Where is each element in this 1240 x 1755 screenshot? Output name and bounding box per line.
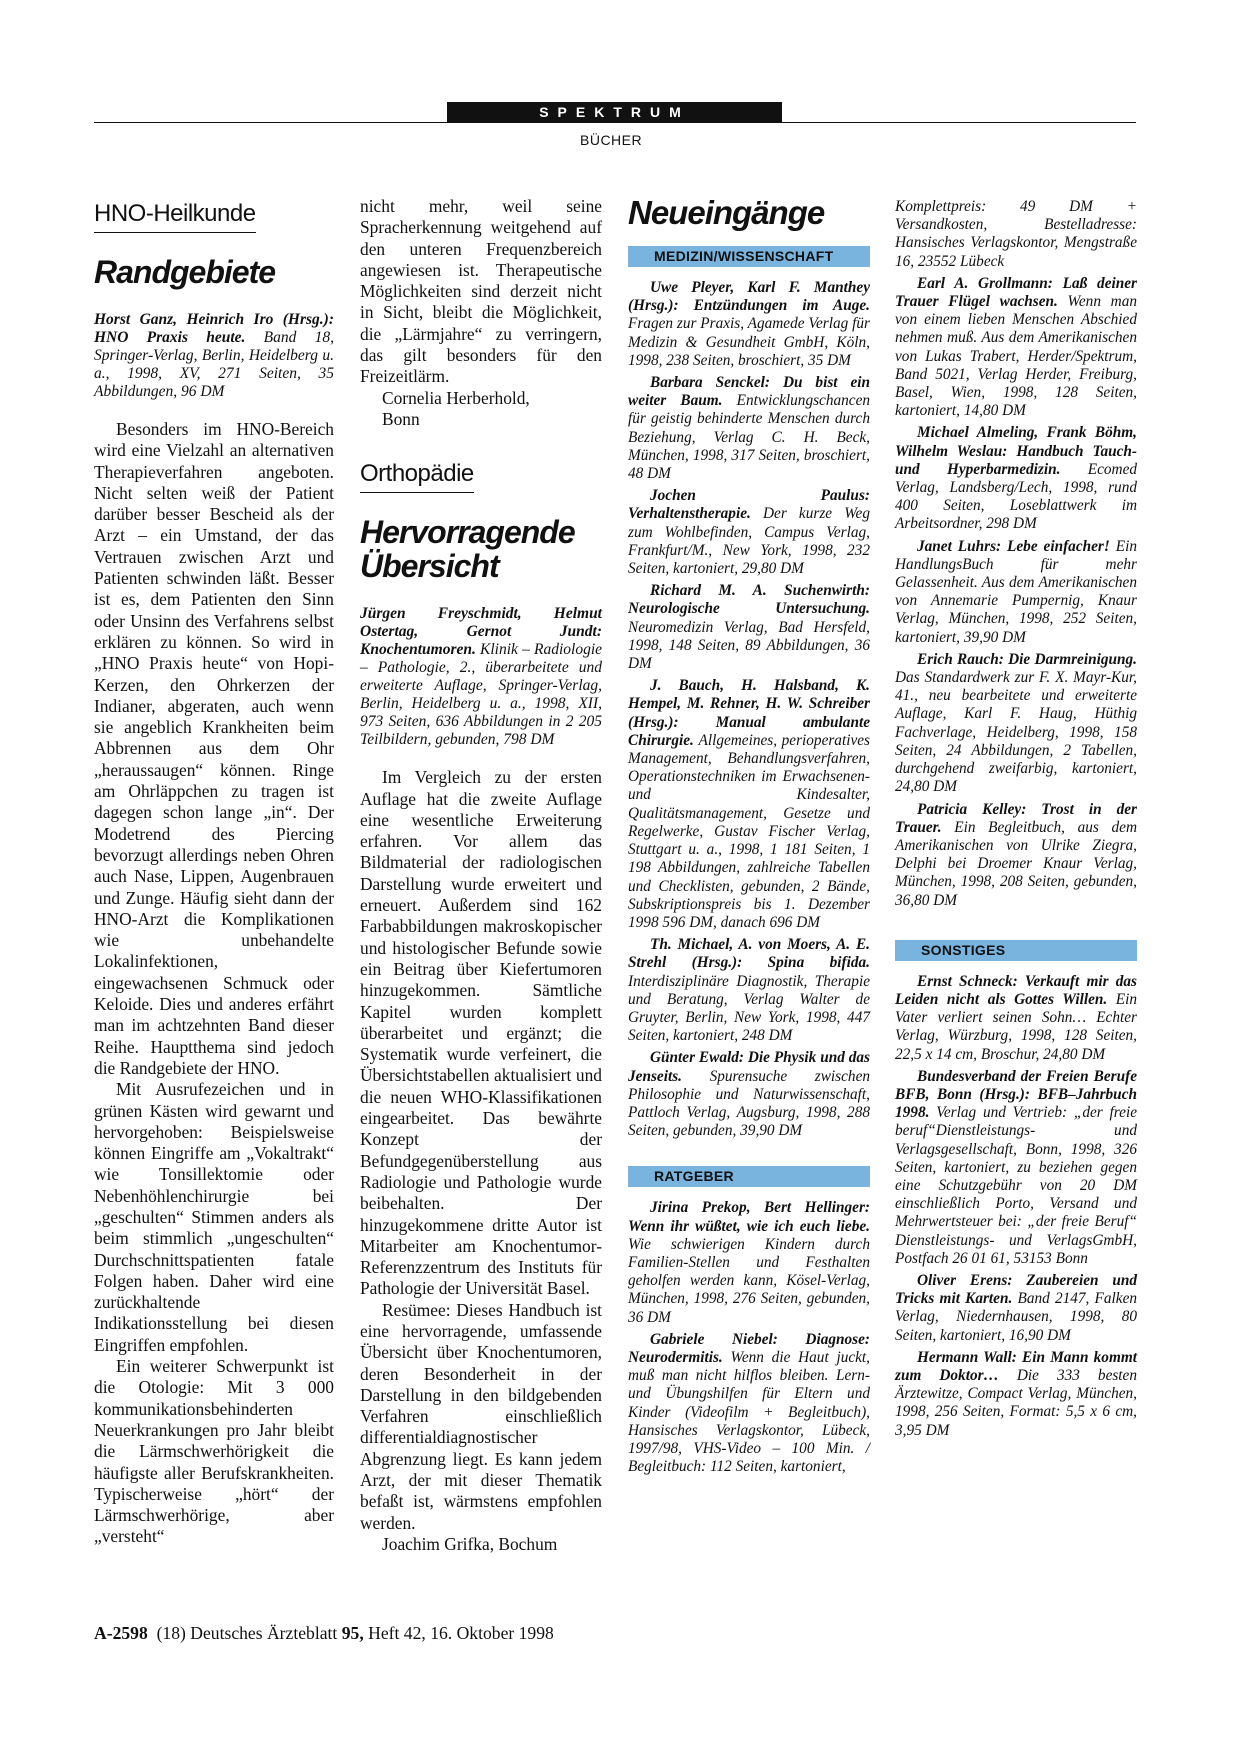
- footer-journal: (18) Deutsches Ärzteblatt: [156, 1623, 338, 1643]
- entries-medizin: [628, 279, 870, 1140]
- list-item: [895, 801, 1137, 910]
- column-4: [895, 198, 1137, 1444]
- entry-title: Patricia Kelley: Trost in der Trauer.: [895, 800, 1137, 836]
- entry-details: Interdisziplinäre Diagnostik, Therapie und Beratung, Verlag Walter de Gruyter, Berlin, New York, 1998, 447 Seiten, kartoniert, 248 DM: [628, 972, 870, 1045]
- reviewer-signature: Joachim Grifka, Bochum: [382, 1533, 558, 1554]
- list-item: [628, 374, 870, 483]
- review-paragraph: Ein weiterer Schwerpunkt ist die Otologie: Mit 3 000 kommunikationsbehinderten Neuerkrankungen pro Jahr bleibt die Lärmschwerhörigkeit die häufigste aller Berufskrankheiten. Typischerweise „hört“ der Lärmschwerhörige, aber „versteht“: [94, 1356, 334, 1547]
- entry-title: Janet Luhrs: Lebe einfacher!: [917, 537, 1110, 555]
- masthead-bar: SPEKTRUM: [447, 102, 782, 123]
- book-details: Klinik – Radiologie – Pathologie, 2., überarbeitete und erweiterte Auflage, Springer-Verlag, Berlin, Heidelberg u. a., 1998, XII, 973 Seiten, 636 Abbildungen in 2 205 Teilbildern, gebunden, 798 DM: [360, 641, 603, 749]
- entry-details: Das Standardwerk zur F. X. Mayr-Kur, 41., neu bearbeitete und erweiterte Auflage, Karl F. Haug, Hüthig Fachverlage, Heidelberg, 1998, 158 Seiten, 24 Abbildungen, 2 Tabellen, durchgehend zweifarbig, kartoniert, 24,80 DM: [895, 669, 1137, 796]
- page-number: A-2598: [94, 1623, 148, 1643]
- rubric-hno: HNO-Heilkunde: [94, 200, 256, 233]
- entry-title: Bundesverband der Freien Berufe BFB, Bonn (Hrsg.): BFB–Jahrbuch 1998.: [895, 1067, 1137, 1122]
- entry-details: Verlag und Vertrieb: „der freie beruf“Dienstleistungs- und Verlagsgesellschaft, Bonn, 1998, 326 Seiten, kartoniert, zu beziehen gegen eine Schutzgebühr von 20 DM einschließlich Porto, Versand und Mehrwertsteuer bei: „der freie Beruf“ Dienstleistungs- und VerlagsGmbH, Postfach 26 01 61, 53153 Bonn: [895, 1104, 1137, 1267]
- headline-line-2: Übersicht: [360, 548, 499, 585]
- list-item: [628, 936, 870, 1045]
- entry-details: Band 2147, Falken Verlag, Niedernhausen, 1998, 80 Seiten, kartoniert, 16,90 DM: [895, 1290, 1138, 1344]
- entry-details: Allgemeines, perioperatives Management, Behandlungsverfahren, Operationstechniken im Erwachsenen- und Kindesalter, Qualitätsmanagement, Gesetze und Regelwerke, Gustav Fischer Verlag, Stuttgart u. a., 1998, 1 181 Seiten, 1 198 Abbildungen, zahlreiche Tabellen und Checklisten, gebunden, 2 Bände, Subskriptionspreis bis 1. Dezember 1998 596 DM, danach 696 DM: [628, 731, 870, 931]
- book-authors: Horst Ganz, Heinrich Iro (Hrsg.): HNO Praxis heute.: [94, 311, 334, 346]
- entry-title: J. Bauch, H. Halsband, K. Hempel, M. Rehner, H. W. Schreiber (Hrsg.): Manual ambulante Chirurgie.: [628, 677, 870, 749]
- list-item: [895, 651, 1137, 797]
- entry-details: Spurensuche zwischen Philosophie und Naturwissenschaft, Pattloch Verlag, Augsburg, 1998, 288 Seiten, gebunden, 39,90 DM: [628, 1067, 871, 1140]
- review-paragraph: Besonders im HNO-Bereich wird eine Vielzahl an alternativen Therapieverfahren angeboten. Nicht selten weiß der Patient darüber besser Bescheid als der Arzt – ein Umstand, der das Vertrauen zwischen Arzt und Patienten schwinden läßt. Besser ist es, dem Patienten den Sinn oder Unsinn des Verfahrens selbst erklären zu können. So wird in „HNO Praxis heute“ von Hopi-Kerzen, den Ohrkerzen der Indianer, abgeraten, auch wenn sie angeblich Krankheiten beim Abbrennen aus dem Ohr „heraussaugen“ können. Ringe am Ohrläppchen zu tragen ist dagegen schon lange „in“. Der Modetrend des Piercing bevorzugt allerdings neben Ohren auch Nase, Lippen, Augenbrauen und Zunge. Häufig sieht dann der HNO-Arzt die Komplikationen wie unbehandelte Lokalinfektionen, eingewachsenen Schmuck oder Keloide. Dies und anderes erfährt man im achtzehnten Band dieser Reihe. Hauptthema sind jedoch die Randgebiete der HNO.: [94, 419, 334, 1078]
- book-details: Band 18, Springer-Verlag, Berlin, Heidelberg u. a., 1998, XV, 271 Seiten, 35 Abbildungen, 96 DM: [94, 329, 334, 400]
- rubric-orthopaedie: Orthopädie: [360, 460, 474, 493]
- entry-title: Oliver Erens: Zaubereien und Tricks mit Karten.: [895, 1271, 1137, 1308]
- entries-sonstiges: [895, 973, 1137, 1440]
- book-authors: Jürgen Freyschmidt, Helmut Ostertag, Gernot Jundt: Knochentumoren.: [360, 605, 602, 659]
- list-item: [628, 1199, 870, 1326]
- list-item: [628, 677, 870, 932]
- list-item: [895, 1349, 1137, 1440]
- category-medizin: MEDIZIN/WISSENSCHAFT: [628, 246, 870, 267]
- entries-ratgeber-2: [895, 275, 1137, 910]
- entry-title: Hermann Wall: Ein Mann kommt zum Doktor…: [895, 1348, 1137, 1384]
- list-item: [895, 538, 1137, 647]
- list-item: [628, 1049, 870, 1140]
- list-item: [628, 1331, 870, 1477]
- entry-details: Wenn die Haut juckt, muß man nicht hilflos bleiben. Lern- und Übungshilfen für Eltern und Kinder (Videofilm + Begleitbuch), Hansisches Verlagskontor, Lübeck, 1997/98, VHS-Video – 100 Min. / Begleitbuch: 112 Seiten, kartoniert,: [628, 1348, 870, 1476]
- book-citation: [94, 311, 334, 401]
- entry-title: Jirina Prekop, Bert Hellinger: Wenn ihr wüßtet, wie ich euch liebe.: [628, 1199, 870, 1235]
- entries-ratgeber-cont: [895, 198, 1137, 271]
- category-sonstiges: SONSTIGES: [895, 940, 1137, 961]
- list-item: [628, 582, 870, 673]
- entries-ratgeber: [628, 1199, 870, 1476]
- entry-details: Die 333 besten Ärztewitze, Compact Verlag, München, 1998, 256 Seiten, Format: 5,5 x 6 cm, 3,95 DM: [895, 1366, 1137, 1439]
- entry-title: Earl A. Grollmann: Laß deiner Trauer Flügel wachsen.: [895, 274, 1137, 311]
- masthead-rule: [94, 122, 1136, 123]
- review-paragraph: Im Vergleich zu der ersten Auflage hat die zweite Auflage eine wesentliche Erweiterung erfahren. Vor allem das Bildmaterial der radiologischen Darstellung wurde erweitert und erneuert. Außerdem sind 162 Farbabbildungen makroskopischer und histologischer Befunde sowie ein Beitrag über Kiefertumoren hinzugekommen. Sämtliche Kapitel wurden komplett überarbeitet und ergänzt; die Systematik wurde verfeinert, die Übersichtstabellen aktualisiert und die neuen WHO-Klassifikationen eingearbeitet. Das bewährte Konzept der Befundgegenüberstellung aus Radiologie und Pathologie wurde beibehalten. Der hinzugekommene dritte Autor ist Mitarbeiter am Knochentumor-Referenzzentrum des Instituts für Pathologie der Universität Basel.: [360, 767, 602, 1299]
- entry-title: Günter Ewald: Die Physik und das Jenseits.: [628, 1049, 870, 1085]
- entry-title: Ernst Schneck: Verkauft mir das Leiden nicht als Gottes Willen.: [895, 972, 1137, 1008]
- column-3: [628, 194, 870, 1480]
- neueingaenge-title: Neueingänge: [628, 194, 825, 231]
- list-item: [895, 1068, 1137, 1268]
- entry-details: Ein Begleitbuch, aus dem Amerikanischen von Ulrike Ziegra, Delphi bei Droemer Knaur Verlag, München, 1998, 208 Seiten, gebunden, 36,80 DM: [895, 818, 1137, 909]
- review-paragraph: Resümee: Dieses Handbuch ist eine hervorragende, umfassende Übersicht über Knochentumoren, deren Besonderheit in der Darstellung in den bildgebenden Verfahren einschließlich differentialdiagnostischer Abgrenzung liegt. Es kann jedem Arzt, der mit dieser Thematik befaßt ist, wärmstens empfohlen werden.: [360, 1299, 602, 1533]
- list-item: [895, 973, 1137, 1064]
- page-footer: [94, 1623, 554, 1644]
- list-item: [895, 198, 1137, 271]
- list-item: [895, 1272, 1137, 1345]
- entry-title: Barbara Senckel: Du bist ein weiter Baum.: [628, 374, 870, 410]
- entry-details: Entwicklungschancen für geistig behinderte Menschen durch Beziehung, Verlag C. H. Beck, München, 1998, 317 Seiten, broschiert, 48 DM: [628, 392, 871, 483]
- headline-uebersicht: [360, 515, 602, 583]
- footer-volume: 95,: [341, 1623, 364, 1643]
- column-2: [360, 196, 602, 1555]
- list-item: [628, 487, 870, 578]
- category-ratgeber: RATGEBER: [628, 1166, 870, 1187]
- review-body-cont: [360, 196, 602, 430]
- headline-randgebiete: Randgebiete: [94, 254, 276, 290]
- section-label: BÜCHER: [580, 132, 643, 148]
- list-item: [895, 424, 1137, 533]
- reviewer-city: Bonn: [382, 408, 420, 429]
- list-item: [628, 279, 870, 370]
- review-paragraph: nicht mehr, weil seine Spracherkennung weitgehend auf den unteren Frequenzbereich angewiesen ist. Therapeutische Möglichkeiten sind derzeit nicht in Sicht, bleibt die Möglichkeit, die „Lärmjahre“ zu verringern, das gilt besonders für den Freizeitlärm.: [360, 196, 602, 387]
- entry-title: Jochen Paulus: Verhaltenstherapie.: [628, 487, 870, 523]
- headline-line-1: Hervorragende: [360, 514, 575, 551]
- entry-details: Wie schwierigen Kindern durch Familien-Stellen und Festhalten geholfen werden kann, Kösel-Verlag, München, 1998, 276 Seiten, gebunden, 36 DM: [628, 1235, 870, 1326]
- book-citation: [360, 605, 602, 749]
- reviewer-name: Cornelia Herberhold,: [382, 387, 530, 408]
- review-body: [360, 767, 602, 1555]
- entry-details: Ecomed Verlag, Landsberg/Lech, 1998, rund 400 Seiten, Loseblattwerk im Arbeitsordner, 298 DM: [895, 460, 1138, 533]
- review-body: [94, 419, 334, 1548]
- column-1: [94, 196, 334, 1548]
- entry-details: Der kurze Weg zum Wohlbefinden, Campus Verlag, Frankfurt/M., New York, 1998, 232 Seiten, kartoniert, 29,80 DM: [628, 505, 870, 578]
- entry-details: Neuromedizin Verlag, Bad Hersfeld, 1998, 148 Seiten, 89 Abbildungen, 36 DM: [628, 618, 870, 673]
- entry-details: Wenn man von einem lieben Menschen Abschied nehmen muß. Aus dem Amerikanischen von Lukas Trabert, Herder/Spektrum, Band 5021, Verlag Herder, Freiburg, Basel, Wien, 1998, 128 Seiten, kartoniert, 14,80 DM: [895, 293, 1137, 420]
- entry-details: Ein HandlungsBuch für mehr Gelassenheit. Aus dem Amerikanischen von Annemarie Pumpernig, Knaur Verlag, München, 1998, 252 Seiten, kartoniert, 39,90 DM: [895, 537, 1137, 646]
- entry-title: Uwe Pleyer, Karl F. Manthey (Hrsg.): Entzündungen im Auge.: [628, 279, 870, 315]
- entry-title: Gabriele Niebel: Diagnose: Neurodermitis.: [628, 1330, 870, 1366]
- entry-details: Fragen zur Praxis, Agamede Verlag für Medizin & Gesundheit GmbH, Köln, 1998, 238 Seiten, broschiert, 35 DM: [628, 315, 870, 369]
- entry-title: Richard M. A. Suchenwirth: Neurologische Untersuchung.: [628, 582, 870, 618]
- entry-title: Michael Almeling, Frank Böhm, Wilhelm Weslau: Handbuch Tauch- und Hyperbarmedizin.: [895, 424, 1137, 478]
- entry-title: Erich Rauch: Die Darmreinigung.: [917, 650, 1137, 668]
- entry-title: Th. Michael, A. von Moers, A. E. Strehl (Hrsg.): Spina bifida.: [628, 936, 870, 972]
- entry-details: Komplettpreis: 49 DM + Versandkosten, Bestelladresse: Hansisches Verlagskontor, Mengstraße 16, 23552 Lübeck: [895, 198, 1137, 270]
- footer-issue: Heft 42, 16. Oktober 1998: [368, 1623, 554, 1643]
- entry-details: Ein Vater verliert seinen Sohn… Echter Verlag, Würzburg, 1998, 128 Seiten, 22,5 x 14 cm, Broschur, 24,80 DM: [895, 990, 1137, 1063]
- review-paragraph: Mit Ausrufezeichen und in grünen Kästen wird gewarnt und hervorgehoben: Beispielsweise können Eingriffe am „Vokaltrakt“ wie Tonsillektomie oder Nebenhöhlenchirurgie bei „geschulten“ Stimmen anders als beim stimmlich „ungeschulten“ Durchschnittspatienten fatale Folgen haben. Daher wird eine zurückhaltende Indikationsstellung bei diesen Eingriffen empfohlen.: [94, 1079, 334, 1355]
- list-item: [895, 275, 1137, 421]
